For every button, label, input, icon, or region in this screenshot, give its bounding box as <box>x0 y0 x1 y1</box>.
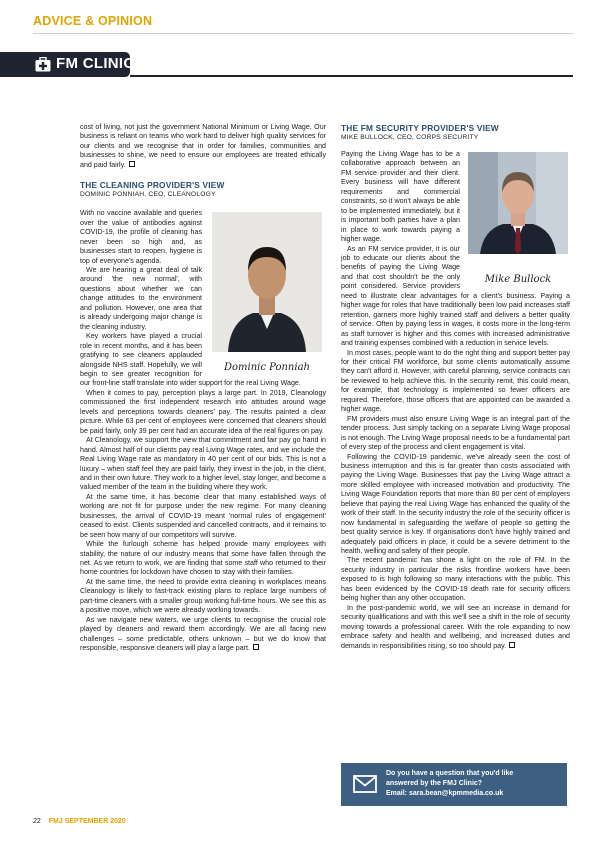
page-footer <box>33 818 126 825</box>
right-column <box>341 123 570 651</box>
issue-date: SEPTEMBER 2020 <box>64 818 126 825</box>
portrait-mike-bullock <box>466 150 570 288</box>
page-number: 22 <box>33 818 41 825</box>
magazine-brand: FMJ <box>48 818 63 825</box>
paragraph: Key workers have played a crucial role in recent months, and it has been gratifying to see cleaners applauded alongside NHS staff. Hopefully, we will begin to see greater recognition for our front-line staff translate into wider support for the real Living Wage. <box>80 332 301 388</box>
signature-caption: Dominic Ponniah <box>224 361 310 373</box>
paragraph: When it comes to pay, perception plays a large part. In 2019, Cleanology commissioned the first independent research into attitudes around wage levels and perceptions towards cleaners' pay. The results painted a clear picture. While 63 per cent of employees were concerned that cleaners should be paid fairly, only 39 per cent had an accurate idea of the real figures on pay. <box>80 388 326 435</box>
end-mark <box>129 161 135 167</box>
first-aid-kit-icon <box>35 57 51 72</box>
portrait-dominic-ponniah <box>208 209 326 376</box>
signature-caption: Mike Bullock <box>484 273 552 285</box>
paragraph: FM providers must also ensure Living Wage is an integral part of the tender process. Just simply tacking on a separate Living Wage proposal is not enough. The Living Wage proposal needs to be a fundamental part of every step of the process and client engagement is vital. <box>341 414 570 452</box>
section-label: ADVICE & OPINION <box>33 14 153 28</box>
paragraph: Paying the Living Wage has to be a collaborative approach between an FM service provider and their client. Every business will have different requirements and commercial constraints, so it won't always be able to be implemented immediately, but it is important both parties have a plan in place to work towards paying a higher wage. <box>341 150 460 244</box>
paragraph: As an FM service provider, it is our job to educate our clients about the benefits of paying the Living Wage and that cost shouldn't be the only point considered. Service providers need to illustrate clear advantages for a client's business. Paying a higher wage for roles that have traditionally been low paid increases staff retention, garners more highly trained staff and delivers a better quality of service. Often by paying less in wages, it costs more in the long-term as staff turnover is higher and this comes with increased administrative and training expenses combined with a reduction in service levels. <box>341 244 570 348</box>
question-box-text <box>386 769 564 799</box>
cleaning-view-byline: DOMINIC PONNIAH, CEO, CLEANOLOGY <box>80 191 216 199</box>
paragraph: At Cleanology, we support the view that commitment and fair pay go hand in hand. Almost half of our clients pay real Living Wage rates, and we include the Real Living Wage rate as mandatory in 40 per cent of our bids. This is not a luxury – when staff feel they are paid fairly, they invest in the job, in the client, and in their own future. They work to a higher level, stay longer, and become a valued member of the team in the building where they work. <box>80 436 326 492</box>
paragraph: At the same time, the need to provide extra cleaning in workplaces means Cleanology is likely to fast-track existing plans to replace large numbers of part-time cleaners with a smaller group working full-time hours. We see this as a positive move, which we were already working towards. <box>80 577 326 615</box>
paragraph: As we navigate new waters, we urge clients to recognise the crucial role played by cleaners and reward them accordingly. We are all facing new challenges – some predictable, others unknown – but we do know that responsible, responsive cleaners will play a large part. <box>80 615 326 653</box>
security-view-heading: THE FM SECURITY PROVIDER'S VIEW <box>341 123 499 133</box>
paragraph: In the post-pandemic world, we will see an increase in demand for security qualifications and with this we'll see a shift in the role of security moving towards a professional career. With the role expanding to now embrace safety and health and wellbeing, and increased duties and demands in responsibilities rising, so too should pay. <box>341 603 570 650</box>
envelope-icon <box>353 774 377 794</box>
intro-paragraph: cost of living, not just the government National Minimum or Living Wage. Our business is reliant on teams who work hard to deliver high quality services for our clients and we recognise that in order for families, communities and businesses to shine, we need to ensure our employees are treated ethically and paid fairly. <box>80 123 326 169</box>
banner-title: FM CLINIC <box>56 55 135 72</box>
paragraph: We are hearing a great deal of talk around 'the new normal', with questions about whether we can change attitudes to the environment and pollution. However, one area that is already undergoing major change is the cleaning industry. <box>80 265 202 331</box>
paragraph: The recent pandemic has shone a light on the role of FM. In the security industry in particular the risks frontline workers have been exposed to is high following so many interactions with the public. This has been evidenced by the COVID-19 death rate for security officers being higher than any other occupation. <box>341 556 570 603</box>
question-line: Do you have a question that you'd like <box>386 770 514 777</box>
paragraph: At the same time, it has become clear that many established ways of working are not fit for purpose under the new regime. For many cleaning businesses, the arrival of COVID-19 meant 'normal rules of engagement' ceased to exist. Clients suspended and cancelled contracts, and it remains to be seen how many of our competitors will survive. <box>80 492 326 539</box>
cleaning-view-heading: THE CLEANING PROVIDER'S VIEW <box>80 180 225 191</box>
question-line: answered by the FMJ Clinic? <box>386 780 483 787</box>
paragraph: In most cases, people want to do the right thing and support better pay for their critical FM workforce, but some clients automatically assume they can't afford it. However, with careful planning, service contracts can be reviewed to help achieve this. In the security remit, this could mean, for example, that technology is implemented so fewer officers are required. Therefore, those officers that are appointed can be awarded a higher wage. <box>341 348 570 414</box>
banner-rule <box>130 75 573 77</box>
question-box <box>341 763 567 806</box>
left-column <box>80 123 326 654</box>
paragraph: Following the COVID-19 pandemic, we've already seen the cost of business interruption and this is far greater than costs associated with paying the Living Wage. Businesses that pay the Living Wage attract a more skilled employee with increased motivation and productivity. The Living Wage Foundation reports that more than 80 per cent of employers believe that paying the real Living Wage has enhanced the quality of the work of their staff. In the security industry the role of the security officer is now fundamental in safeguarding the welfare of people so getting the best quality service is key. If organisations don't have highly trained and adequately paid officers in place, it could be a severe detriment to the health, welling and safety of their people. <box>341 452 570 556</box>
end-mark <box>509 642 515 648</box>
portrait-photo <box>208 209 326 376</box>
security-view-byline: MIKE BULLOCK, CEO, CORPS SECURITY <box>341 134 479 141</box>
portrait-photo <box>466 150 570 288</box>
header-divider <box>33 33 573 34</box>
paragraph: While the furlough scheme has helped provide many employees with stability, the nature of our industry means that some have fallen through the net. As we return to work, we are finding that some staff who returned to their home countries for lockdown have chosen to stay with their families. <box>80 540 326 577</box>
email-link[interactable]: Email: sara.bean@kpmmedia.co.uk <box>386 790 504 797</box>
paragraph: With no vaccine available and queries over the value of antibodies against COVID-19, the profile of cleaning has never been so high and, as businesses start to reopen, hygiene is top of everyone's agenda. <box>80 209 202 265</box>
end-mark <box>253 644 259 650</box>
